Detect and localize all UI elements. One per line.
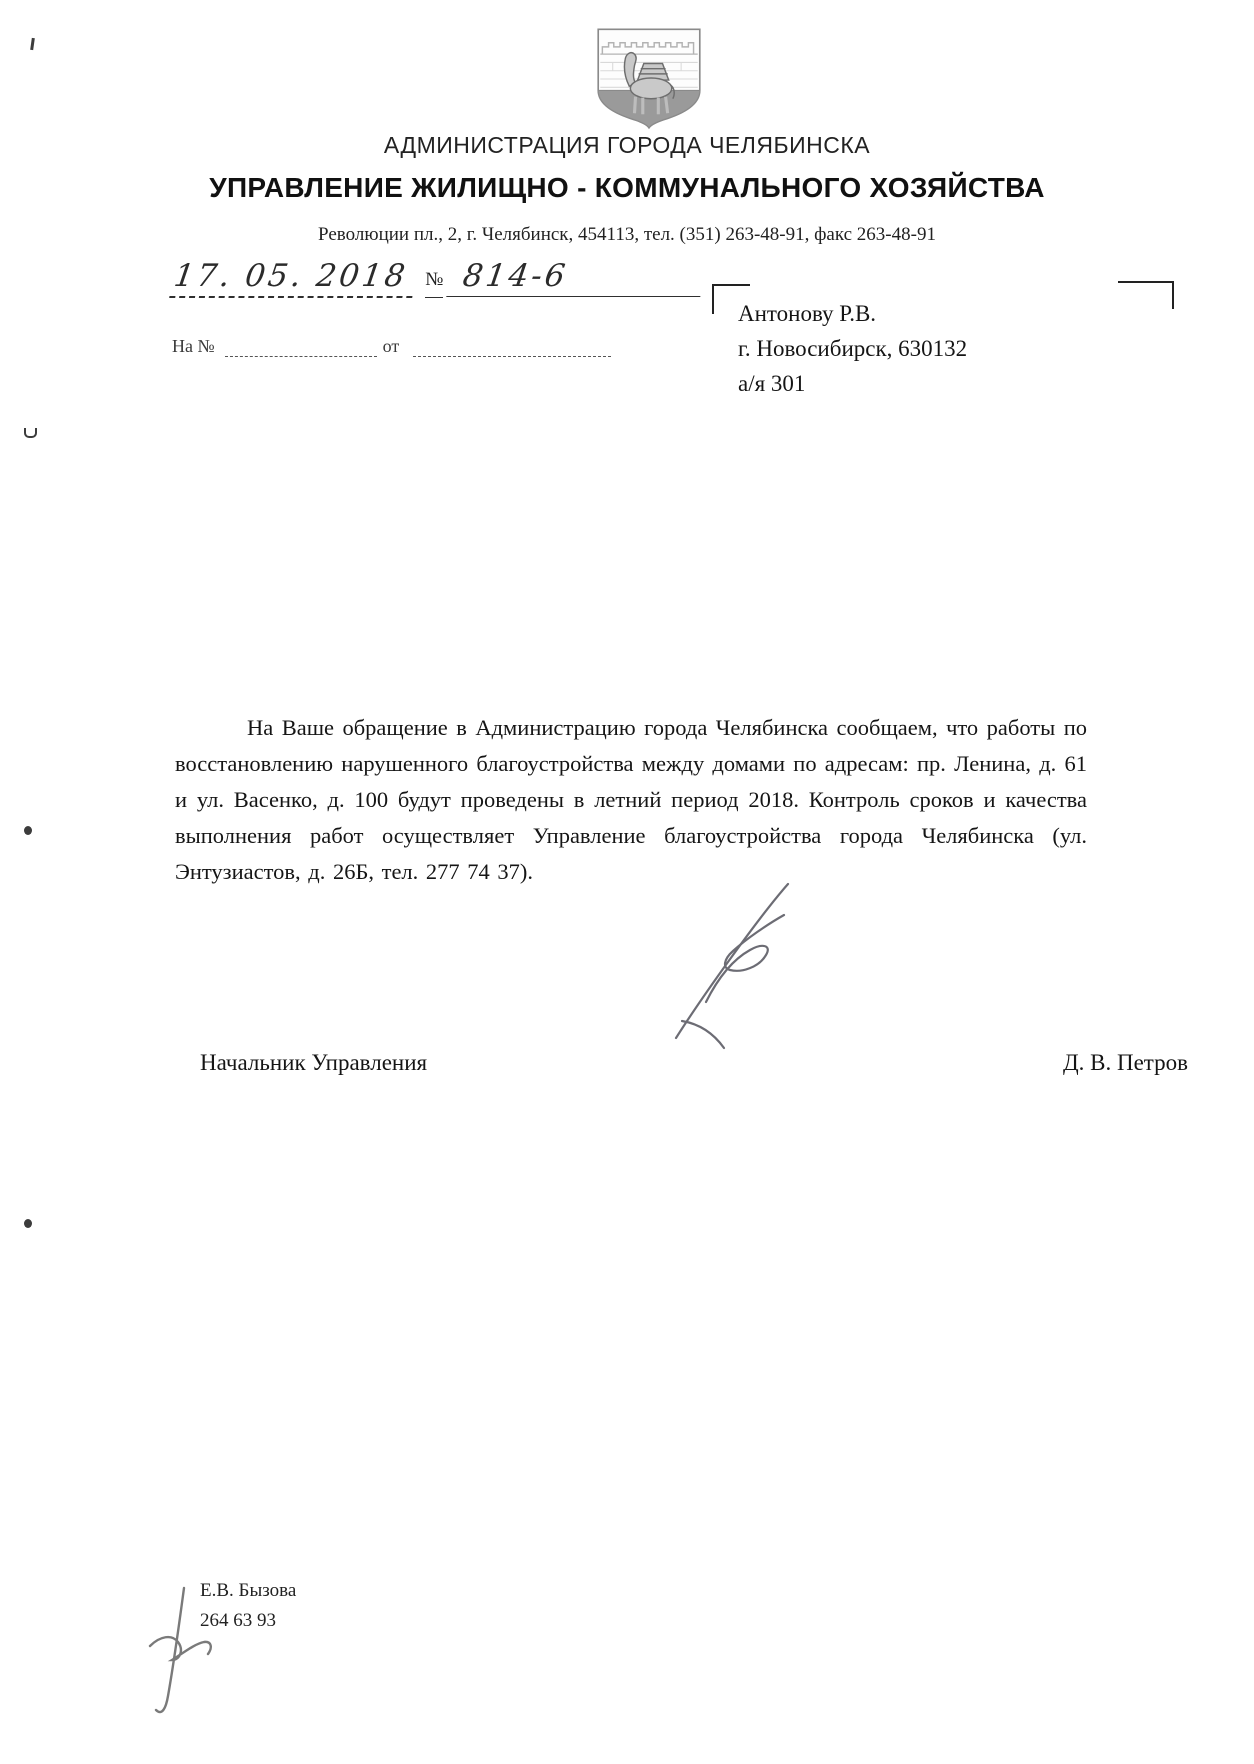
scan-artifact xyxy=(24,1219,32,1228)
signer-position: Начальник Управления xyxy=(200,1050,428,1075)
signature-scribble-icon xyxy=(662,880,832,1060)
recipient-city: г. Новосибирск, 630132 xyxy=(738,336,968,361)
scan-artifact xyxy=(30,38,35,50)
scan-artifact xyxy=(24,428,37,438)
executor-name: Е.В. Бызова xyxy=(200,1580,297,1601)
recipient-block xyxy=(738,296,967,401)
ot-label: от xyxy=(382,336,400,356)
department-name: УПРАВЛЕНИЕ ЖИЛИЩНО - КОММУНАЛЬНОГО ХОЗЯЙСТВА xyxy=(209,172,1045,203)
na-number-label: На № xyxy=(172,336,215,356)
outgoing-reference-line xyxy=(172,258,703,298)
incoming-reference-line xyxy=(172,336,611,357)
recipient-po-box: а/я 301 xyxy=(738,371,806,396)
recipient-name: Антонову Р.В. xyxy=(738,301,877,326)
organization-address: Революции пл., 2, г. Челябинск, 454113, тел. (351) 263-48-91, факс 263-48-91 xyxy=(318,224,936,245)
organization-name: АДМИНИСТРАЦИЯ ГОРОДА ЧЕЛЯБИНСКА xyxy=(383,132,871,158)
executor-paraph-icon xyxy=(138,1584,248,1729)
coat-of-arms-icon xyxy=(592,26,706,135)
address-corner-bracket-right xyxy=(1118,281,1174,309)
blank-number-line xyxy=(225,340,377,357)
handwritten-number: 814-6 xyxy=(447,258,706,297)
scan-artifact xyxy=(24,826,32,835)
number-sign: № xyxy=(425,269,443,298)
signer-name: Д. В. Петров xyxy=(1062,1050,1188,1075)
letter-body-paragraph: На Ваше обращение в Администрацию города Челябинска сообщаем, что работы по восстановлению нарушенного благоустройства между домами по адресам: пр. Ленина, д. 61 и ул. Васенко, д. 100 будут проведены в летний период 2018. Контроль сроков и качества выполнения работ осуществляет Управление благоустройства города Челябинска (ул. Энтузиастов, д. 26Б, тел. 277 74 37). xyxy=(175,715,1087,884)
executor-phone: 264 63 93 xyxy=(200,1610,276,1631)
handwritten-date: 17. 05. 2018 xyxy=(169,258,418,298)
blank-date-line xyxy=(413,340,611,357)
